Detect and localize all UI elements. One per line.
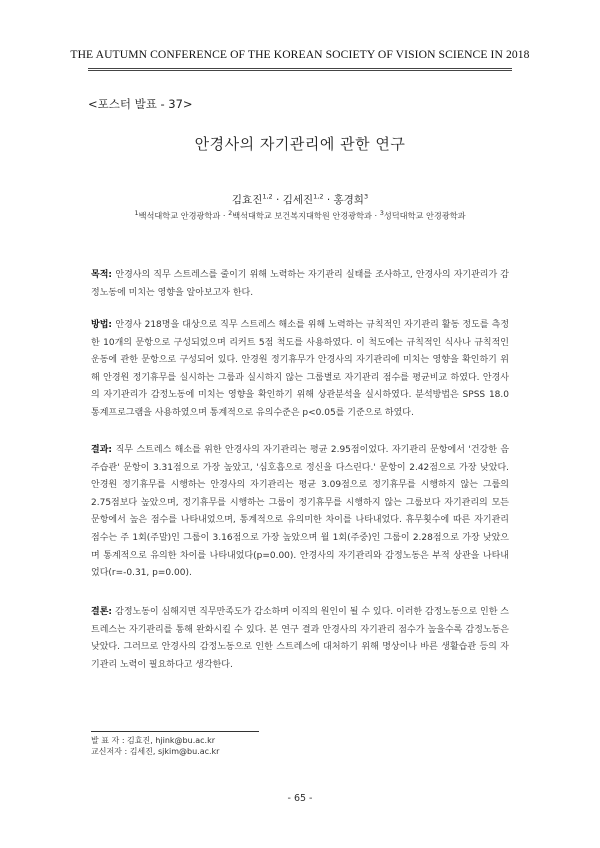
- page-title: 안경사의 자기관리에 관한 연구: [194, 135, 406, 153]
- section-label: 결론: [91, 607, 109, 617]
- label-colon: :: [108, 607, 116, 617]
- author-superscript: 1,2: [313, 192, 324, 201]
- affiliation-superscript: 2: [228, 209, 233, 217]
- footnote-rule: [91, 731, 259, 732]
- results-paragraph: [91, 442, 509, 583]
- author-separator: ·: [323, 194, 334, 206]
- affiliation-separator: ·: [371, 210, 380, 221]
- affiliations-line: [0, 209, 600, 222]
- affiliation-superscript: 3: [379, 209, 384, 217]
- affiliation-superscript: 1: [134, 209, 139, 217]
- section-text: 안경사의 직무 스트레스를 줄이기 위해 노력하는 자기관리 실태를 조사하고, 안경사의 자기관리가 감정노동에 미치는 영향을 알아보고자 한다.: [91, 270, 509, 298]
- presenter-footnote: 발 표 자 : 김효진, hjink@bu.ac.kr: [91, 736, 215, 745]
- conference-header: THE AUTUMN CONFERENCE OF THE KOREAN SOCIETY OF VISION SCIENCE IN 2018: [70, 48, 530, 61]
- header-rule-2: [88, 70, 512, 71]
- author-superscript: 1,2: [262, 192, 273, 201]
- section-label: 목적: [91, 270, 109, 280]
- section-text: 안경사 218명을 대상으로 직무 스트레스 해소를 위해 노력하는 규칙적인 자기관리 활동 정도를 측정한 10개의 문항으로 구성되었으며 리커트 5점 척도를 사용하였다. 이 척도에는 규칙적인 식사나 규칙적인 운동에 관한 문항으로 구성되어 있다. 안경원 정기휴무가 안경사의 자기관리에 미치는 영향을 확인하기 위해 안경원 정기휴무를 실시하는 그룹과 실시하지 않는 그룹별로 자기관리 점수를 평균비교 하였다. 안경사의 자기관리가 감정노동에 미치는 영향을 확인하기 위해 상관분석을 실시하였다. 분석방법은 SPSS 18.0 통계프로그램을 사용하였으며 통계적으로 유의수준은 p<0.05를 기준으로 하였다.: [91, 320, 510, 418]
- section-label: 결과: [91, 445, 109, 455]
- author-superscript: 3: [363, 192, 369, 201]
- affiliation-name: 성덕대학교 안경광학과: [383, 210, 466, 221]
- label-colon: :: [108, 320, 116, 330]
- author-separator: ·: [272, 194, 283, 206]
- label-colon: :: [108, 270, 116, 280]
- author-name: 김효진: [231, 194, 263, 206]
- author-name: 홍경희: [333, 194, 364, 206]
- section-text: 직무 스트레스 해소를 위한 안경사의 자기관리는 평균 2.95점이었다. 자기관리 문항에서 '건강한 음주습관' 문항이 3.31점으로 가장 높았고, '심호흡으로 정신을 다스린다.' 문항이 2.42점으로 가장 낮았다. 안경원 정기휴무를 시행하는 안경사의 자기관리는 평균 3.09점으로 정기휴무를 시행하지 않는 그룹의 2.75점보다 높았으며, 정기휴무를 시행하는 그룹이 정기휴무를 시행하지 않는 그룹보다 자기관리의 모든 문항에서 높은 점수를 나타내었으며, 통계적으로 유의미한 차이를 나타내었다. 휴무횟수에 따른 자기관리 점수는 주 1회(주말)인 그룹이 3.16점으로 가장 높았으며 월 1회(주중)인 그룹이 2.28점으로 가장 낮았으며 통계적으로 유의한 차이를 나타내었다(p=0.00). 안경사의 자기관리와 감정노동은 부적 상관을 나타내었다(r=-0.31, p=0.00).: [91, 445, 510, 579]
- section-label: 방법: [91, 320, 109, 330]
- methods-paragraph: [91, 317, 509, 423]
- affiliation-separator: ·: [220, 210, 229, 221]
- affiliation-name: 백석대학교 보건복지대학원 안경광학과: [232, 210, 372, 221]
- header-rule: [88, 68, 512, 69]
- page-number: - 65 -: [287, 793, 313, 804]
- purpose-paragraph: [91, 267, 509, 302]
- section-text: 감정노동이 심해지면 직무만족도가 감소하며 이직의 원인이 될 수 있다. 이러한 감정노동으로 인한 스트레스는 자기관리를 통해 완화시킬 수 있다. 본 연구 결과 안경사의 자기관리 점수가 높을수록 감정노동은 낮았다. 그러므로 안경사의 감정노동으로 인한 스트레스에 대처하기 위해 명상이나 바른 생활습관 등의 자기관리 노력이 필요하다고 생각한다.: [91, 607, 509, 670]
- affiliation-name: 백석대학교 안경광학과: [138, 210, 221, 221]
- label-colon: :: [108, 445, 116, 455]
- authors-line: [0, 192, 600, 207]
- conclusion-paragraph: [91, 604, 509, 674]
- author-name: 김세진: [282, 194, 314, 206]
- corresponding-footnote: 교신저자 : 김세진, sjkim@bu.ac.kr: [91, 747, 220, 756]
- session-label: <포스터 발표 - 37>: [88, 97, 193, 111]
